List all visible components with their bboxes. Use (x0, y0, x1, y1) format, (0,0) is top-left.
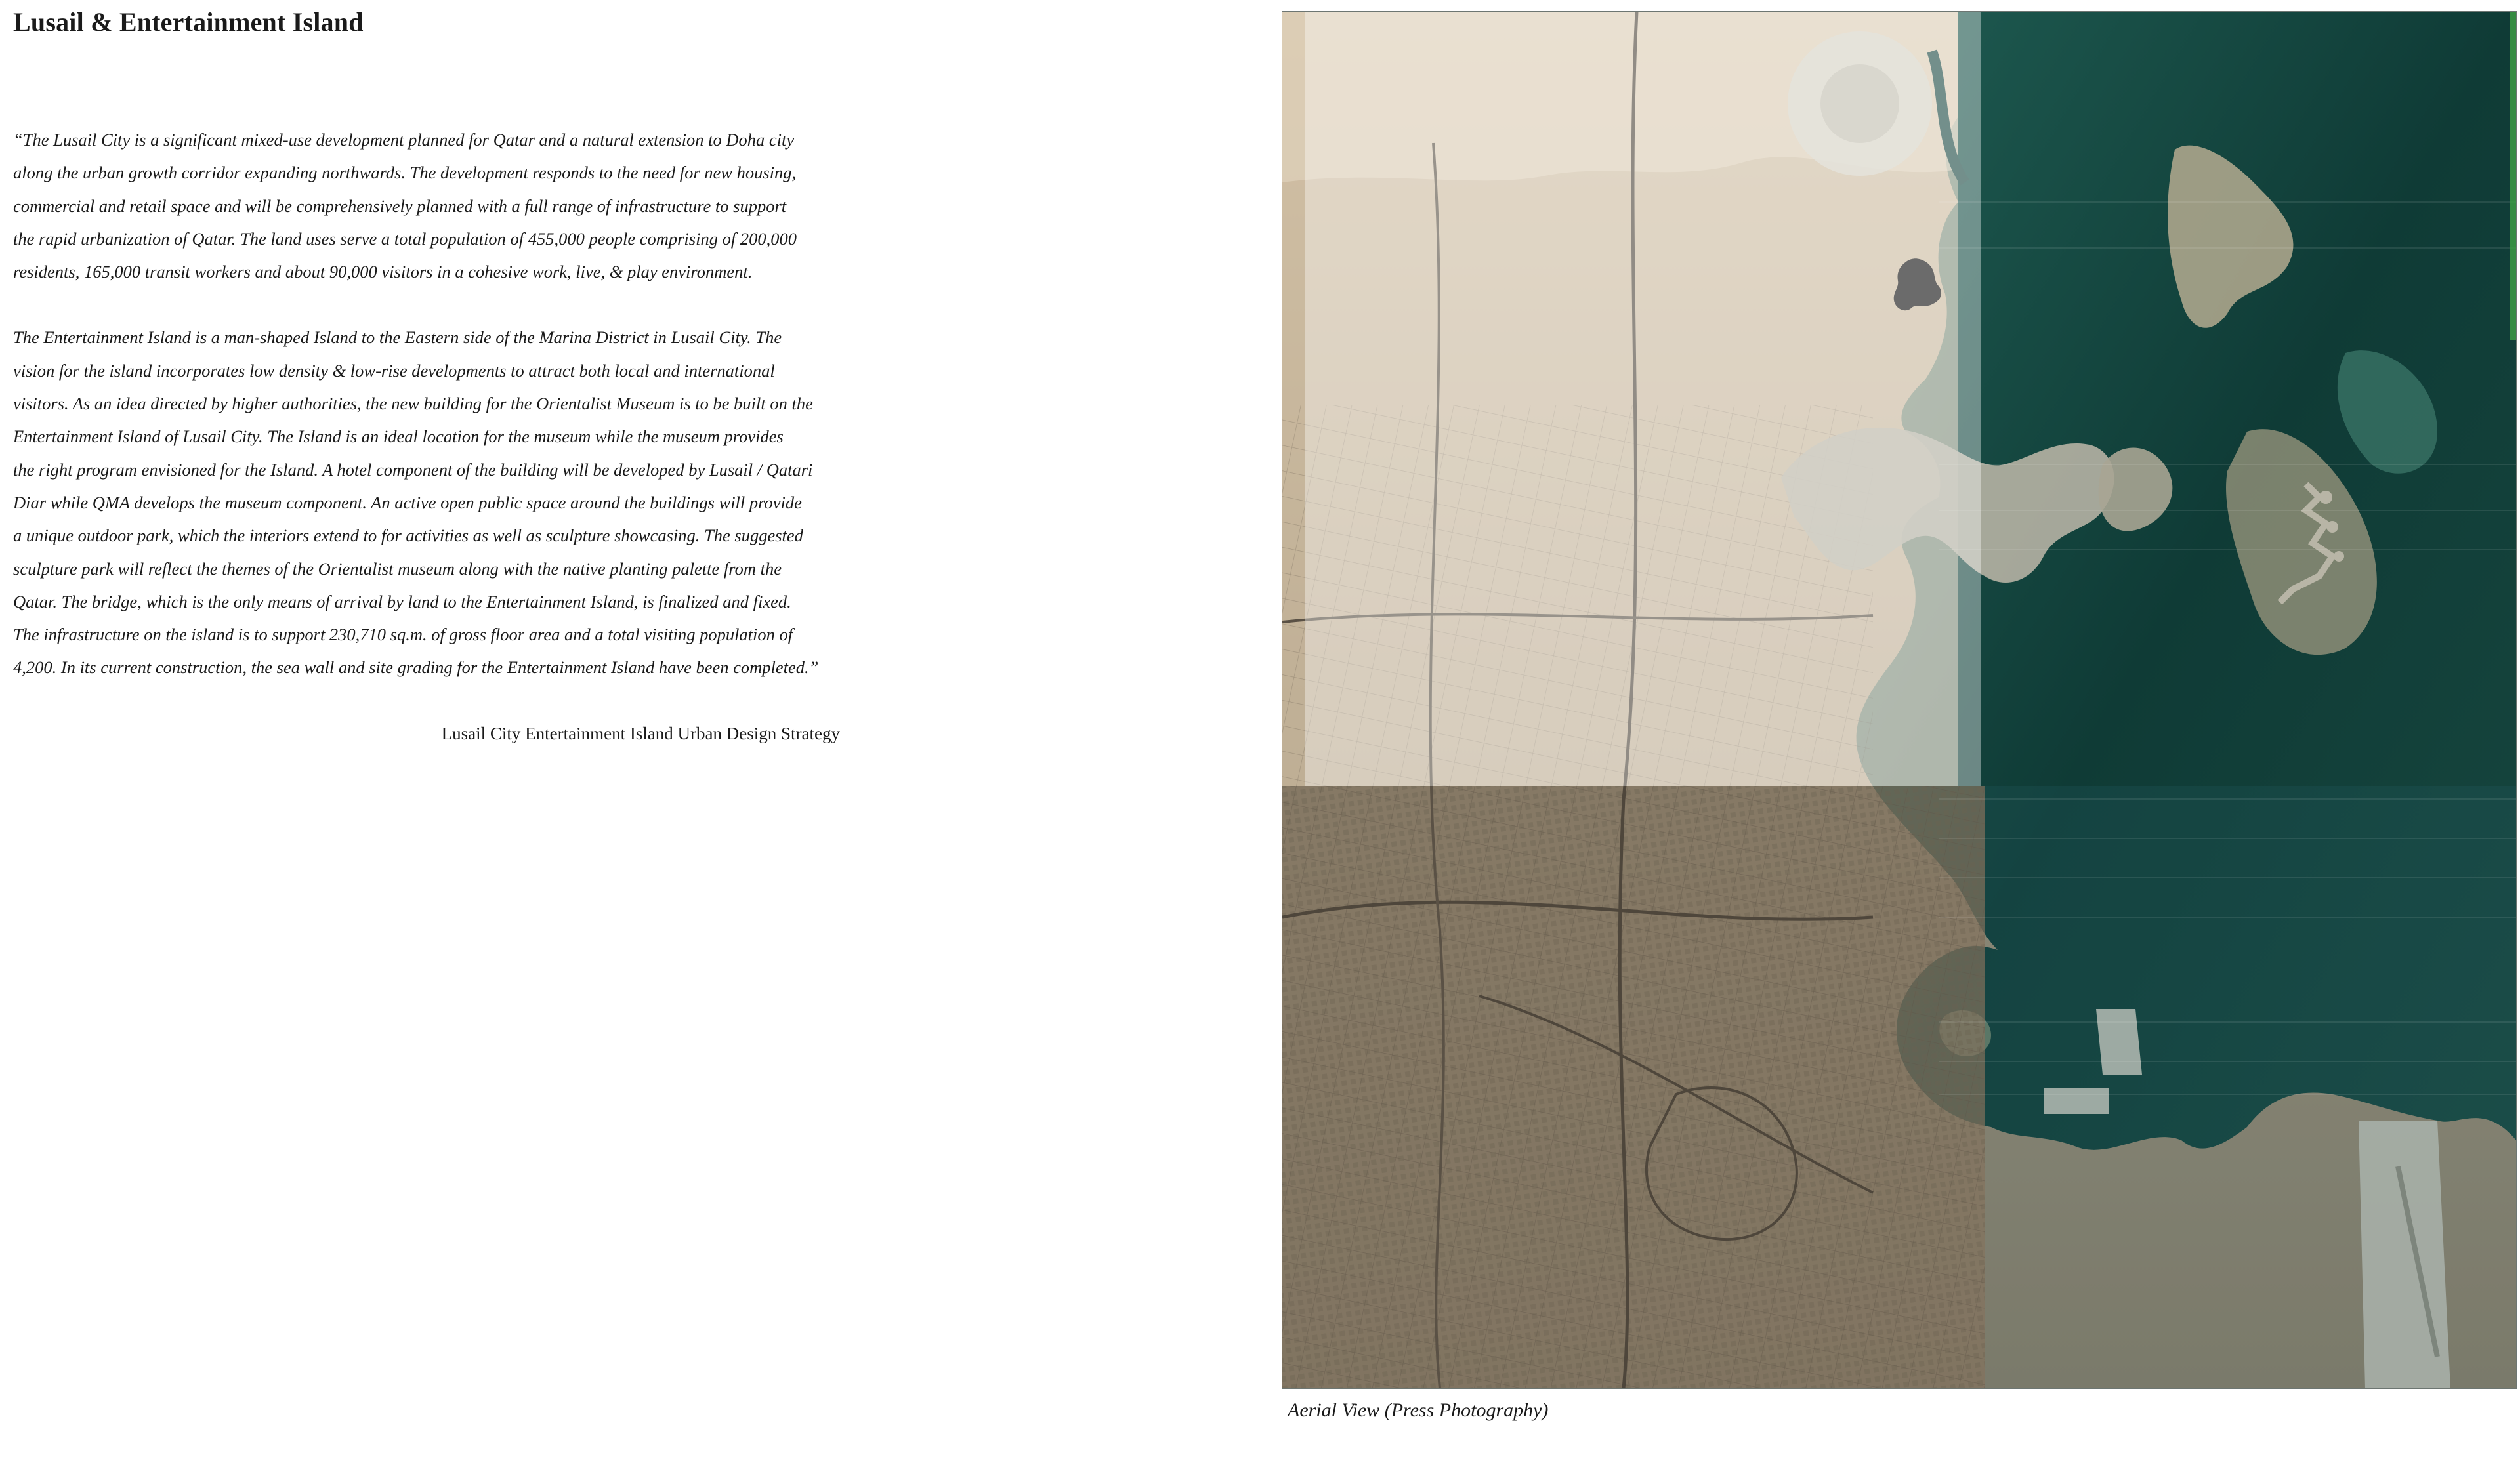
intro-line: along the urban growth corridor expanding northwards. The development responds to the need for new housing, (13, 163, 797, 183)
aerial-map (1282, 11, 2517, 1389)
island-line: sculpture park will reflect the themes of the Orientalist museum along with the native planting palette from the (13, 558, 782, 579)
island-line: Diar while QMA develops the museum component. An active open public space around the buildings will provide (13, 492, 802, 512)
island-line: a unique outdoor park, which the interiors extend to for activities as well as sculpture showcasing. The suggested (13, 526, 803, 546)
island-line: The Entertainment Island is a man-shaped Island to the Eastern side of the Marina District in Lusail City. The (13, 327, 782, 348)
islet (2334, 551, 2344, 562)
island-line: Entertainment Island of Lusail City. The Island is an ideal location for the museum while the museum provides (13, 426, 784, 447)
page-title: Lusail & Entertainment Island (13, 7, 364, 37)
urban-blocks (1282, 786, 1984, 1388)
haze-tile-north (1305, 12, 1981, 786)
map-caption: Aerial View (Press Photography) (1288, 1399, 1549, 1421)
tint-tile-southeast (1984, 786, 2516, 1388)
intro-line: “The Lusail City is a significant mixed-use development planned for Qatar and a natural extension to Doha city (13, 130, 795, 150)
island-line: the right program envisioned for the Island. A hotel component of the building will be developed by Lusail / Qatari (13, 459, 813, 480)
island-line: Qatar. The bridge, which is the only means of arrival by land to the Entertainment Island, is finalized and fixed. (13, 591, 791, 611)
source-attribution: Lusail City Entertainment Island Urban Design Strategy (441, 723, 840, 743)
island-line: 4,200. In its current construction, the sea wall and site grading for the Entertainment Island have been completed.” (13, 657, 819, 678)
island-line: The infrastructure on the island is to support 230,710 sq.m. of gross floor area and a total visiting population of (13, 625, 793, 645)
island-paragraph (13, 321, 840, 684)
aerial-map-image (1282, 12, 2516, 1388)
islet (2319, 491, 2332, 504)
intro-line: commercial and retail space and will be comprehensively planned with a full range of infrastructure to support (13, 196, 787, 216)
intro-paragraph (13, 123, 840, 288)
island-line: vision for the island incorporates low density & low-rise developments to attract both local and international (13, 360, 775, 381)
intro-line: the rapid urbanization of Qatar. The land uses serve a total population of 455,000 people comprising of 200,000 (13, 228, 797, 249)
intro-line: residents, 165,000 transit workers and about 90,000 visitors in a cohesive work, live, & play environment. (13, 262, 753, 282)
islet (2326, 521, 2338, 533)
text-column (13, 123, 840, 750)
island-line: visitors. As an idea directed by higher authorities, the new building for the Orientalist Museum is to be built on the (13, 394, 813, 414)
edge-strip (2510, 12, 2516, 340)
